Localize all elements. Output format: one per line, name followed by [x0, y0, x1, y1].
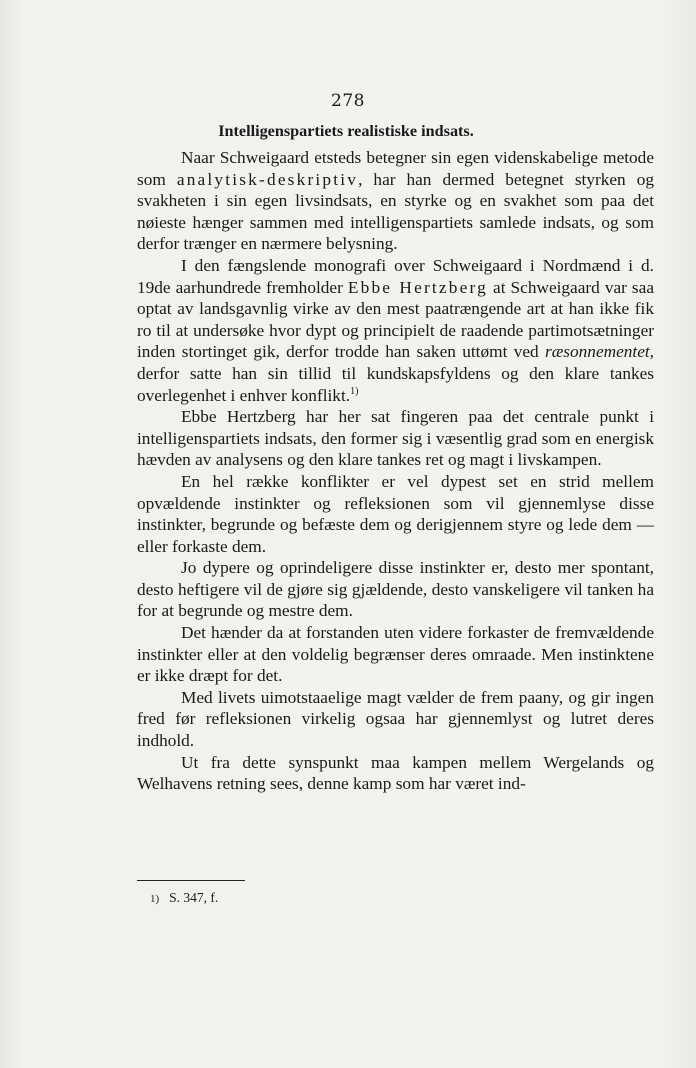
paragraph-7: Med livets uimotstaaelige magt vælder de frem paany, og gir ingen fred før refleksionen virkelig ogsaa har gjennemlyst og lutret deres indhold. [137, 687, 654, 751]
paragraph-4: En hel række konflikter er vel dypest set en strid mellem opvældende instinkter og refleksionen som vil gjennemlyse disse instinkter, begrunde og befæste dem og derigjennem styre og lede dem — eller forkaste dem. [137, 471, 654, 556]
paragraph-6: Det hænder da at forstanden uten videre forkaster de fremvældende instinkter eller at den voldelig begrænser deres omraade. Men instinktene er ikke dræpt for det. [137, 623, 654, 686]
footnote-divider [137, 880, 245, 881]
footnote-reference[interactable]: 1) [350, 385, 359, 397]
paragraph-8: Ut fra dette synspunkt maa kampen mellem Wergelands og Welhavens retning sees, denne kamp som har været ind- [137, 752, 654, 794]
chapter-heading: Intelligenspartiets realistiske indsats. [218, 122, 474, 140]
page-number: 278 [331, 91, 365, 111]
paragraph-1-text-b: , har han dermed betegnet styrken og svakheten i sin egen livsindsats, en styrke og en svakhet som paa det nøieste hænger sammen med intelligenspartiets samlede indsats, og som derfor trænger en nærmere belysning. [137, 169, 654, 254]
paragraph-2 [137, 255, 654, 406]
paragraph-2-text-c: derfor satte han sin tillid til kundskapsfyldens og den klare tankes overlegenhet i enhver konflikt. [137, 363, 654, 405]
paragraph-1 [137, 147, 654, 255]
paragraph-3: Ebbe Hertzberg har her sat fingeren paa det centrale punkt i intelligenspartiets indsats, den former sig i væsentlig grad som en energisk hævden av analysens og den klare tankes ret og magt i livskampen. [137, 407, 654, 470]
spaced-author-name: Ebbe Hertzberg [347, 277, 488, 297]
footnote [150, 890, 218, 906]
paragraph-2-text-b: at Schweigaard var saa optat av landsgavnlig virke av den mest paatrængende art at han ikke fik ro til at undersøke hvor dypt og principielt de raadende partimotsætninger inden stortinget gik, derfor trodde han saken uttømt ved [137, 277, 655, 362]
footnote-text: S. 347, f. [169, 890, 219, 905]
italic-term: ræsonnementet, [545, 342, 654, 362]
body-text [137, 147, 654, 795]
footnote-mark: 1) [150, 893, 160, 905]
paragraph-5: Jo dypere og oprindeligere disse instinkter er, desto mer spontant, desto heftigere vil de gjøre sig gjældende, desto vanskeligere vil tanken ha for at begrunde og mestre dem. [137, 558, 654, 621]
paragraph-2-text-a: I den fængslende monografi over Schweigaard i Nordmænd i d. 19de aarhundrede fremholder [137, 255, 654, 297]
spaced-term: analytisk-deskriptiv [176, 169, 359, 189]
paragraph-1-text-a: Naar Schweigaard etsteds betegner sin egen videnskabelige metode som [137, 148, 654, 189]
